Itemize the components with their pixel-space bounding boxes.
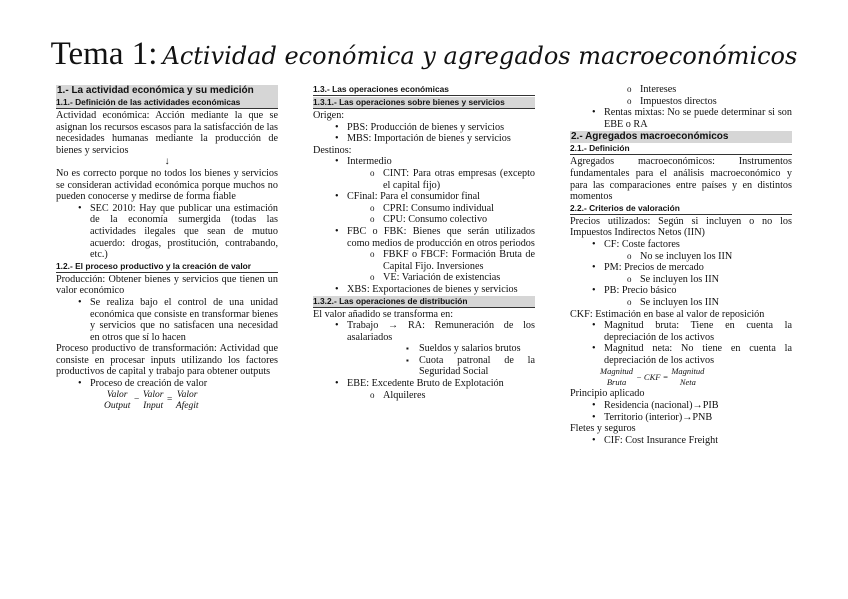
- list-item: • FBC o FBK: Bienes que serán utilizados como medios de producción en otros periodos: [313, 226, 535, 249]
- subsection-heading: 1.1.- Definición de las actividades económicas: [56, 97, 278, 109]
- paragraph: Precios utilizados: Según si incluyen o no los Impuestos Indirectos Netos (IIN): [570, 215, 792, 239]
- list-item: • Se realiza bajo el control de una unidad económica que consiste en transformar bienes y servicios que no satisfacen una necesidad en otros que sí lo hacen: [56, 297, 278, 343]
- list-item: • Residencia (nacional)→PIB: [570, 400, 792, 412]
- title-main: Actividad económica y agregados macroeconómicos: [162, 42, 798, 70]
- fraction: [176, 390, 199, 412]
- list-item: • Rentas mixtas: No se puede determinar si son EBE o RA: [570, 107, 792, 130]
- list-item: • SEC 2010: Hay que publicar una estimación de la economía sumergida (todas las actividades ilegales que sean de mutuo acuerdo: drogas, prostitución, contrabando, etc.): [56, 203, 278, 261]
- section-heading: 2.- Agregados macroeconómicos: [570, 131, 792, 143]
- paragraph: Principio aplicado: [570, 388, 645, 400]
- subsection-heading: 1.3.- Las operaciones económicas: [313, 84, 535, 96]
- numerator: Magnitud: [600, 366, 634, 377]
- numerator: Valor: [176, 389, 198, 400]
- list-item: o CPRI: Consumo individual: [313, 203, 535, 215]
- bullet-list: [570, 320, 792, 366]
- list-item: • CIF: Cost Insurance Freight: [570, 435, 792, 447]
- list-item: o Alquileres: [313, 390, 535, 402]
- list-item: • Magnitud bruta: Tiene en cuenta la depreciación de los activos: [570, 320, 792, 343]
- paragraph: Proceso productivo de transformación: Actividad que consiste en procesar inputs utilizando los factores productivos de capital y trabajo para obtener outputs: [56, 343, 278, 378]
- numerator: Valor: [106, 389, 128, 400]
- list-item: • Magnitud neta: No tiene en cuenta la depreciación de los activos: [570, 343, 792, 366]
- list-item: o No se incluyen los IIN: [570, 251, 792, 263]
- list-item: • MBS: Importación de bienes y servicios: [313, 133, 535, 145]
- list-item: • PM: Precios de mercado: [570, 262, 792, 274]
- list-item: ▪ Sueldos y salarios brutos: [313, 343, 535, 355]
- fraction: [104, 390, 130, 412]
- operator: −: [133, 394, 140, 405]
- paragraph: CKF: Estimación en base al valor de reposición: [570, 308, 765, 320]
- subsection-heading: 1.3.1.- Las operaciones sobre bienes y servicios: [313, 97, 535, 109]
- subsection-heading: 2.2.- Criterios de valoración: [570, 203, 792, 215]
- list-item: • PBS: Producción de bienes y servicios: [313, 122, 535, 134]
- down-arrow-icon: ↓: [164, 156, 170, 168]
- numerator: Magnitud: [671, 366, 705, 377]
- bullet-list: [570, 239, 792, 309]
- denominator: Output: [104, 400, 131, 411]
- title-prefix: Tema 1:: [50, 36, 158, 72]
- list-item: • CF: Coste factores: [570, 239, 792, 251]
- list-item: o VE: Variación de existencias: [313, 272, 535, 284]
- list-item: • Intermedio: [313, 156, 535, 168]
- paragraph: No es correcto porque no todos los bienes y servicios se consideran actividad económica porque muchos no pueden conocerse y medirse de forma fiable: [56, 167, 278, 203]
- numerator: Valor: [142, 389, 164, 400]
- fraction: [671, 366, 704, 388]
- operator: − CKF =: [636, 371, 669, 382]
- list-item: o CINT: Para otras empresas (excepto el capital fijo): [313, 168, 535, 191]
- fraction: [600, 366, 633, 388]
- denominator: Bruta: [606, 377, 627, 388]
- column-1: [56, 84, 278, 412]
- list-item: o Impuestos directos: [570, 96, 792, 108]
- operator: =: [166, 394, 173, 405]
- list-item: • Proceso de creación de valor: [56, 378, 278, 390]
- value-formula: [56, 390, 278, 412]
- subsection-heading: 1.3.2.- Las operaciones de distribución: [313, 296, 535, 308]
- list-item: • PB: Precio básico: [570, 285, 792, 297]
- denominator: Neta: [679, 377, 696, 388]
- list-item: • XBS: Exportaciones de bienes y servicios: [313, 284, 535, 296]
- section-heading: 1.- La actividad económica y su medición: [56, 85, 278, 97]
- fraction: [143, 390, 164, 412]
- bullet-list: [313, 122, 535, 145]
- paragraph: Actividad económica: Acción mediante la que se asignan los recursos escasos para la satisfacción de las necesidades humanas mediante la producción de bienes y servicios: [56, 110, 278, 156]
- list-item: ▪ Cuota patronal de la Seguridad Social: [313, 355, 535, 378]
- list-item: • CFinal: Para el consumidor final: [313, 191, 535, 203]
- bullet-list: [313, 156, 535, 295]
- list-item: o FBKF o FBCF: Formación Bruta de Capital Fijo. Inversiones: [313, 249, 535, 272]
- list-item: • Trabajo → RA: Remuneración de los asalariados: [313, 320, 535, 343]
- bullet-list: [313, 320, 535, 401]
- paragraph: Producción: Obtener bienes y servicios que tienen un valor económico: [56, 273, 278, 297]
- bullet-list: [56, 378, 278, 390]
- list-item: o Intereses: [570, 84, 792, 96]
- subsection-heading: 2.1.- Definición: [570, 143, 792, 155]
- list-item: • Territorio (interior)→PNB: [570, 412, 792, 424]
- list-item: o Se incluyen los IIN: [570, 274, 792, 286]
- list-item: o Se incluyen los IIN: [570, 297, 792, 309]
- bullet-list: [56, 297, 278, 343]
- denominator: Input: [143, 400, 164, 411]
- column-3: [570, 84, 792, 446]
- page-title: [0, 36, 848, 73]
- paragraph: Origen:: [313, 110, 345, 121]
- paragraph: Agregados macroeconómicos: Instrumentos fundamentales para el análisis macroeconómico y para las comparaciones entre países y en distintos momentos: [570, 156, 792, 203]
- list-item: o CPU: Consumo colectivo: [313, 214, 535, 226]
- bullet-list: [56, 203, 278, 261]
- paragraph: Fletes y seguros: [570, 423, 636, 435]
- bullet-list: [570, 400, 792, 423]
- column-2: [313, 84, 535, 401]
- denominator: Afegit: [175, 400, 199, 411]
- bullet-list: [570, 84, 792, 130]
- subsection-heading: 1.2.- El proceso productivo y la creación de valor: [56, 261, 278, 273]
- paragraph: Destinos:: [313, 144, 352, 156]
- list-item: • EBE: Excedente Bruto de Explotación: [313, 378, 535, 390]
- magnitude-formula: [570, 366, 792, 388]
- paragraph: El valor añadido se transforma en:: [313, 308, 454, 320]
- bullet-list: [570, 435, 792, 447]
